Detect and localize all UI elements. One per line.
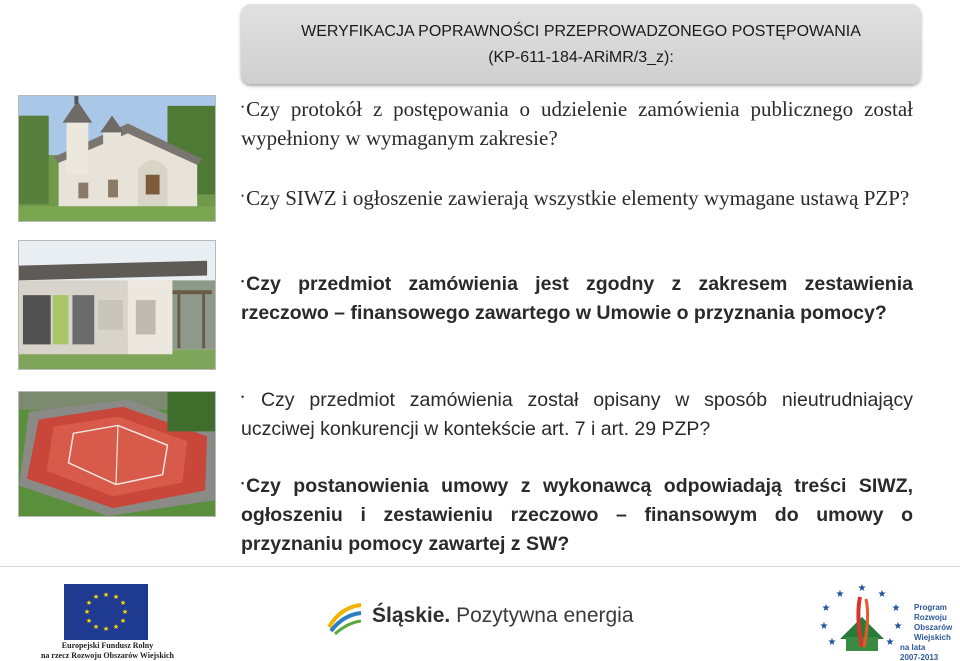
bullet-icon: • xyxy=(241,478,245,488)
svg-text:★: ★ xyxy=(85,617,93,625)
svg-text:★: ★ xyxy=(119,617,127,625)
church-photo xyxy=(18,95,216,222)
question-text: Czy protokół z postępowania o udzielenie zamówienia publicznego został wypełniony w wymaganym zakresie? xyxy=(241,97,913,150)
svg-text:★: ★ xyxy=(102,625,110,633)
svg-text:★: ★ xyxy=(893,621,903,632)
question-text: Czy przedmiot zamówienia został opisany w sposób nieutrudniający uczciwej konkurencji w kontekście art. 7 i art. 29 PZP? xyxy=(241,389,914,440)
footer-logos xyxy=(0,566,960,661)
sports-field-photo xyxy=(18,391,216,517)
prow-caption: Program Rozwoju Obszarów Wiejskich na lata 2007-2013 xyxy=(900,603,953,661)
question-scope xyxy=(241,267,913,328)
svg-text:★: ★ xyxy=(112,623,120,631)
question-text: Czy postanowienia umowy z wykonawcą odpowiadają treści SIWZ, ogłoszeniu i zestawieniu rzeczowo – finansowym do umowy o przyznaniu pomocy zawartej z SW? xyxy=(241,475,913,555)
svg-text:★: ★ xyxy=(102,591,110,599)
svg-text:★: ★ xyxy=(119,599,127,607)
building-photo xyxy=(18,240,216,370)
question-protocol xyxy=(241,93,913,153)
svg-text:★: ★ xyxy=(877,589,887,600)
svg-text:★: ★ xyxy=(827,637,837,648)
svg-text:★: ★ xyxy=(85,599,93,607)
slaskie-slogan: Śląskie. Pozytywna energia xyxy=(372,604,634,627)
svg-text:★: ★ xyxy=(121,608,129,616)
bullet-icon: • xyxy=(241,191,245,201)
svg-text:★: ★ xyxy=(885,637,895,648)
svg-text:★: ★ xyxy=(835,589,845,600)
question-contract xyxy=(241,469,913,559)
svg-text:★: ★ xyxy=(92,593,100,601)
svg-text:★: ★ xyxy=(821,603,831,614)
prow-logo-icon xyxy=(810,577,914,659)
svg-text:★: ★ xyxy=(83,608,91,616)
bullet-icon: • xyxy=(241,102,245,112)
eu-flag-icon xyxy=(64,584,148,640)
svg-text:★: ★ xyxy=(857,583,867,594)
slaskie-logo-icon xyxy=(327,601,363,635)
svg-text:★: ★ xyxy=(112,593,120,601)
title-line-1: WERYFIKACJA POPRAWNOŚCI PRZEPROWADZONEGO POSTĘPOWANIA xyxy=(301,23,861,40)
svg-text:★: ★ xyxy=(819,621,829,632)
bullet-icon: • xyxy=(241,392,245,402)
svg-text:★: ★ xyxy=(891,603,901,614)
question-siwz xyxy=(241,182,913,213)
eu-fund-caption: Europejski Fundusz Rolny na rzecz Rozwoju Obszarów Wiejskich xyxy=(40,641,175,660)
svg-text:★: ★ xyxy=(92,623,100,631)
bullet-icon: • xyxy=(241,276,245,286)
title-banner xyxy=(241,4,921,84)
question-competition xyxy=(241,383,913,444)
question-text: Czy SIWZ i ogłoszenie zawierają wszystkie elementy wymagane ustawą PZP? xyxy=(246,186,910,210)
title-line-2: (KP-611-184-ARiMR/3_z): xyxy=(488,49,674,66)
question-text: Czy przedmiot zamówienia jest zgodny z zakresem zestawienia rzeczowo – finansowego zawartego w Umowie o przyznania pomocy? xyxy=(241,273,913,324)
